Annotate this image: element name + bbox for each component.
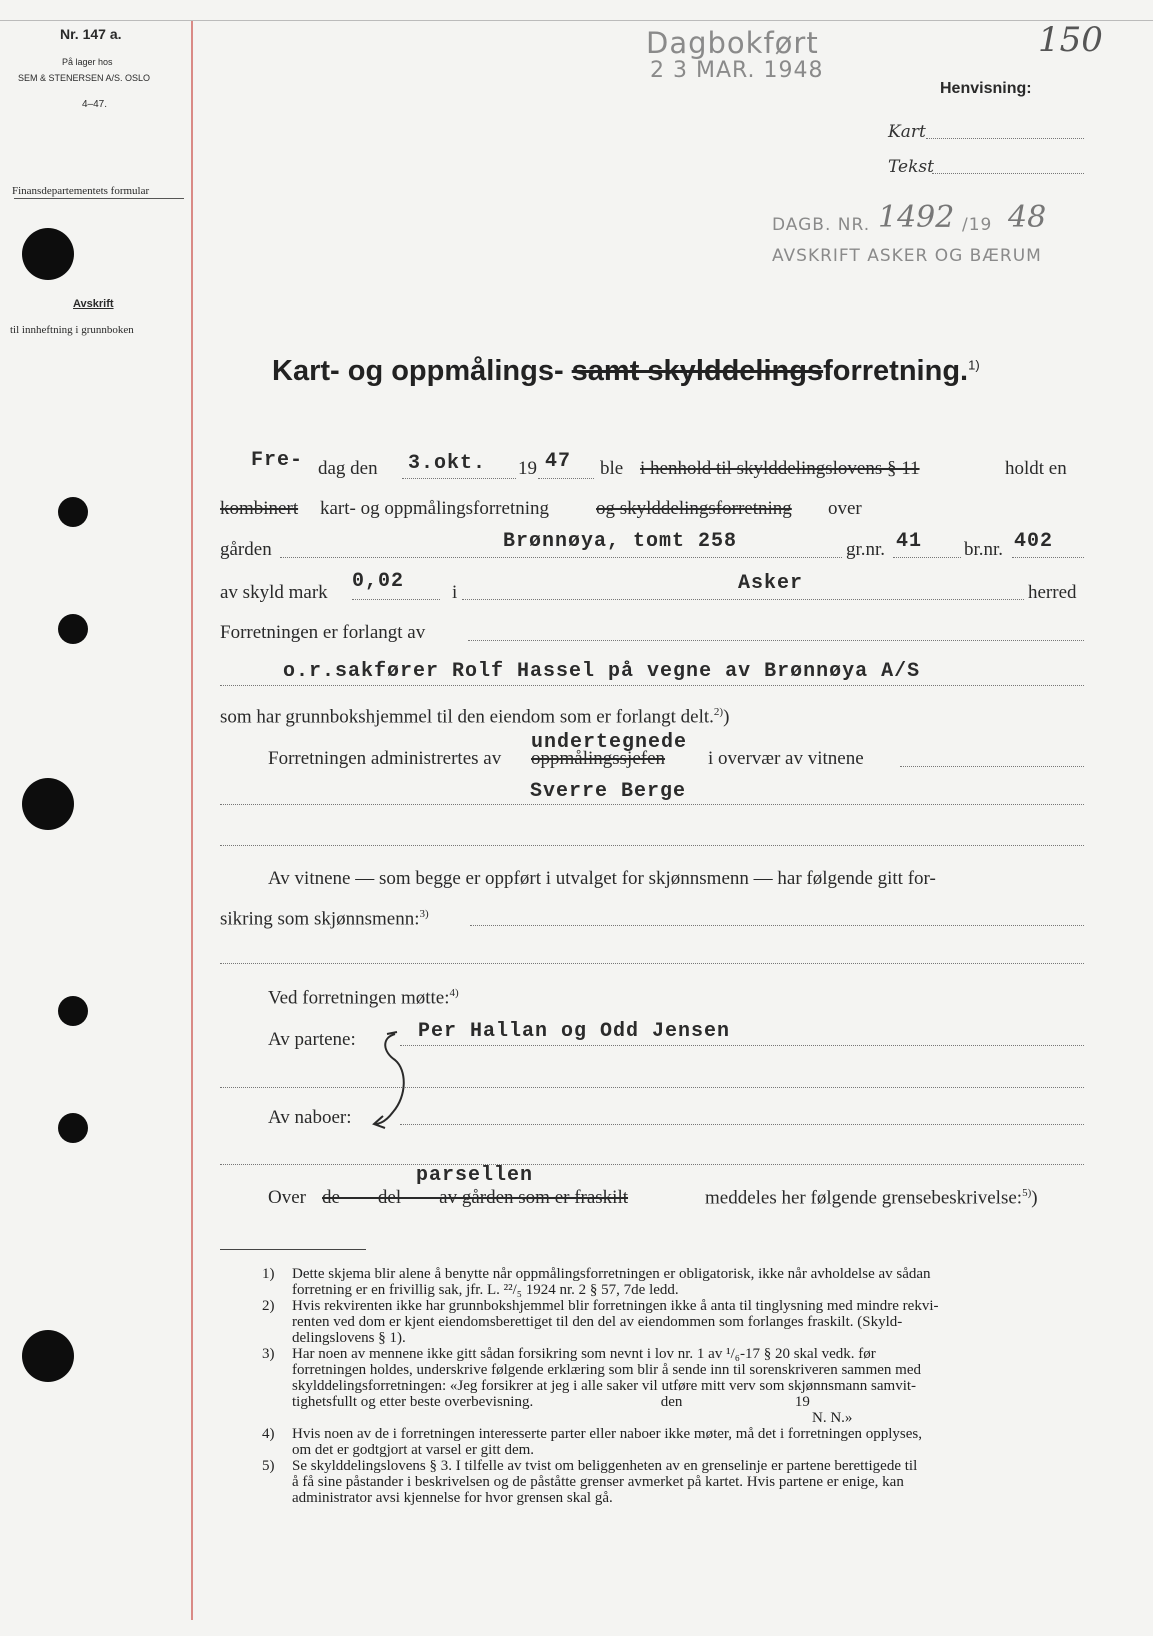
mark-value: 0,02 bbox=[352, 570, 405, 593]
binder-hole bbox=[22, 1330, 74, 1382]
skjonnsmenn-text: Av vitnene — som begge er oppført i utvalget for skjønnsmenn — har følgende gitt for- bbox=[268, 868, 936, 889]
dagb-year-prefix: /19 bbox=[962, 215, 993, 235]
partene-label: Av partene: bbox=[268, 1029, 356, 1050]
ble-label: ble bbox=[600, 458, 624, 479]
naboer-label: Av naboer: bbox=[268, 1107, 352, 1128]
title-footnote-ref: 1) bbox=[968, 357, 980, 373]
kart-oppmaling-text: kart- og oppmålingsforretning bbox=[320, 498, 550, 519]
form-number: Nr. 147 a. bbox=[60, 26, 122, 42]
herred-label: herred bbox=[1028, 582, 1077, 603]
footnote-line: renten ved dom er kjent eiendomsberettiget til den del av eiendommen som forlanges fraskilt. (Skyld- bbox=[292, 1314, 903, 1330]
binder-hole bbox=[58, 996, 88, 1026]
grensebeskrivelse-text: meddeles her følgende grensebeskrivelse:$^{5)}$) bbox=[705, 1187, 1038, 1209]
garden-field bbox=[280, 557, 842, 558]
kart-field bbox=[926, 138, 1084, 139]
witness-value: Sverre Berge bbox=[530, 780, 687, 803]
administrator-insert: undertegnede bbox=[531, 731, 688, 754]
footnote-rule bbox=[220, 1249, 366, 1250]
footnote-line: Hvis rekvirenten ikke har grunnbokshjemmel blir forretningen ikke å anta til tinglysning med mindre rekvi- bbox=[292, 1298, 939, 1314]
over-label: over bbox=[828, 498, 862, 519]
dagb-nr-prefix: DAGB. NR. bbox=[772, 215, 871, 235]
administrertes-label: Forretningen administrertes av bbox=[268, 748, 502, 769]
footnote-mark: 4) bbox=[262, 1426, 275, 1442]
vitner-field-2 bbox=[220, 804, 1084, 805]
partene-field bbox=[400, 1045, 1084, 1046]
forsikring-text-body: sikring som skjønnsmenn: bbox=[220, 908, 420, 930]
parsellen-insert: parsellen bbox=[416, 1164, 534, 1187]
fre-prefix: Fre- bbox=[251, 449, 304, 472]
form-owner-rule bbox=[14, 198, 184, 199]
henvisning-tekst-label: Tekst bbox=[888, 157, 934, 177]
vitner-field-1 bbox=[900, 766, 1084, 767]
requester-field bbox=[220, 685, 1084, 686]
date-value: 3.okt. bbox=[408, 452, 487, 475]
margin-top-rule bbox=[0, 20, 1153, 21]
binder-hole bbox=[58, 497, 88, 527]
grnr-field bbox=[893, 557, 961, 558]
avskrift-stamp: AVSKRIFT ASKER OG BÆRUM bbox=[772, 246, 1042, 266]
footnote-mark bbox=[262, 1410, 292, 1426]
footnote-mark: 2) bbox=[262, 1298, 275, 1314]
footnotes bbox=[262, 1266, 1082, 1506]
corner-number: 150 bbox=[1038, 20, 1103, 60]
footnote-line: forretning er en frivillig sak, jfr. L. ²²/₅ 1924 nr. 2 § 57, 7de ledd. bbox=[292, 1282, 679, 1298]
avskrift-label: Avskrift bbox=[73, 298, 114, 310]
binder-hole bbox=[22, 228, 74, 280]
grnr-value: 41 bbox=[896, 530, 923, 553]
forlangt-av-label: Forretningen er forlangt av bbox=[220, 622, 426, 643]
partene-value: Per Hallan og Odd Jensen bbox=[418, 1020, 731, 1043]
forsikring-text bbox=[220, 908, 429, 930]
footnote-ref-4: 4) bbox=[449, 987, 459, 999]
footnote-line: Dette skjema blir alene å benytte når oppmålingsforretningen er obligatorisk, ikke når avholdelse av sådan bbox=[292, 1266, 931, 1282]
overvaer-text: i overvær av vitnene bbox=[708, 748, 864, 769]
footnote-line: tighetsfullt og etter beste overbevisning. den 19 bbox=[292, 1394, 810, 1410]
brnr-value: 402 bbox=[1014, 530, 1054, 553]
herred-field bbox=[462, 599, 1024, 600]
holdt-en-label: holdt en bbox=[1005, 458, 1067, 479]
date-field bbox=[402, 478, 516, 479]
arrow-mark-icon bbox=[365, 1020, 415, 1132]
footnote-line: Se skylddelingslovens § 3. I tilfelle av tvist om beliggenheten av en grenselinje er partene berettigede til bbox=[292, 1458, 918, 1474]
footnote-line: skylddelingsforretningen: «Jeg forsikrer at jeg i alle saker vil utføre mitt verv som skjønnsmann samvit- bbox=[292, 1378, 917, 1394]
brnr-label: br.nr. bbox=[964, 539, 1004, 560]
motte-text bbox=[268, 987, 459, 1009]
forsikring-field-2 bbox=[220, 963, 1084, 964]
footnote-line: om det er godtgjort at varsel er gitt dem. bbox=[292, 1442, 535, 1458]
footnote bbox=[262, 1458, 1082, 1506]
avskrift-note: til innheftning i grunnboken bbox=[10, 324, 134, 336]
year-value: 47 bbox=[545, 450, 572, 473]
footnote-ref-3: 3) bbox=[419, 908, 429, 920]
form-owner: Finansdepartementets formular bbox=[12, 185, 150, 197]
requester-value: o.r.sakfører Rolf Hassel på vegne av Brønnøya A/S bbox=[283, 660, 921, 683]
footnote-line: N. N.» bbox=[812, 1410, 853, 1426]
motte-text-body: Ved forretningen møtte: bbox=[268, 987, 450, 1009]
naboer-field bbox=[400, 1124, 1084, 1125]
footnote-line: å få sine påstander i beskrivelsen og de påståtte grenser avmerket på kartet. Hvis partene er enige, kan bbox=[292, 1474, 904, 1490]
binder-hole bbox=[58, 614, 88, 644]
footnote-line: administrator avsi kjennelse for hvor grensen skal gå. bbox=[292, 1490, 613, 1506]
grensebeskrivelse-body: meddeles her følgende grensebeskrivelse: bbox=[705, 1187, 1023, 1209]
title-part-1: Kart- og oppmålings- bbox=[272, 355, 564, 387]
dagb-nr-value: 1492 bbox=[878, 200, 955, 235]
footnote-mark: 5) bbox=[262, 1458, 275, 1474]
grunnbok-text-body: som har grunnbokshjemmel til den eiendom som er forlangt delt. bbox=[220, 706, 714, 728]
footnote bbox=[262, 1266, 1082, 1298]
binder-hole bbox=[22, 778, 74, 830]
garden-label: gården bbox=[220, 539, 272, 560]
edition: 4–47. bbox=[82, 99, 108, 110]
footnote-line: Har noen av mennene ikke gitt sådan forsikring som nevnt i lov nr. 1 av ¹/₆-17 § 20 skal vedk. før bbox=[292, 1346, 876, 1362]
dag-den-label: dag den bbox=[318, 458, 378, 479]
year-field bbox=[538, 478, 594, 479]
footnote-ref-2: 2) bbox=[713, 706, 724, 718]
footnote-signature bbox=[262, 1410, 1082, 1426]
dagbokfort-date: 2 3 MAR. 1948 bbox=[650, 58, 824, 83]
dagb-year: 48 bbox=[1008, 200, 1047, 235]
struck-oppmalingssjefen: oppmålingssjefen bbox=[531, 748, 666, 769]
struck-kombinert: kombinert bbox=[220, 498, 299, 519]
publisher-line-1: På lager hos bbox=[62, 57, 113, 67]
struck-skylddeling: og skylddelingsforretning bbox=[596, 498, 792, 519]
i-label: i bbox=[452, 582, 458, 603]
footnote-ref-5: 5) bbox=[1022, 1187, 1032, 1199]
skyld-mark-label: av skyld mark bbox=[220, 582, 328, 603]
vitner-field-3 bbox=[220, 845, 1084, 846]
struck-henhold: i henhold til skylddelingslovens § 11 bbox=[640, 458, 920, 479]
mark-field bbox=[352, 599, 440, 600]
margin-rule-red bbox=[191, 20, 193, 1620]
herred-name: Asker bbox=[738, 572, 804, 595]
footnote bbox=[262, 1298, 1082, 1346]
footnote-line: forretningen holdes, underskrive følgende erklæring som blir å sende inn til sorenskriveren sammen med bbox=[292, 1362, 922, 1378]
footnote bbox=[262, 1426, 1082, 1458]
forsikring-field bbox=[470, 925, 1084, 926]
struck-del-av-garden: de del av gården som er fraskilt bbox=[322, 1187, 629, 1208]
naboer-field-2 bbox=[220, 1164, 1084, 1165]
partene-field-2 bbox=[220, 1087, 1084, 1088]
footnote-line: Hvis noen av de i forretningen interesserte parter eller naboer ikke møter, må det i forretningen opplyses, bbox=[292, 1426, 923, 1442]
footnote-line: delingslovens § 1). bbox=[292, 1330, 406, 1346]
footnote bbox=[262, 1346, 1082, 1410]
over-label-2: Over bbox=[268, 1187, 306, 1208]
brnr-field bbox=[1012, 557, 1084, 558]
footnote-mark: 3) bbox=[262, 1346, 275, 1362]
tekst-field bbox=[932, 173, 1084, 174]
century-label: 19 bbox=[518, 458, 537, 479]
title-struck: samt skylddelings bbox=[571, 355, 824, 387]
title-part-2: forretning. bbox=[823, 355, 969, 387]
forlangt-av-field bbox=[468, 640, 1084, 641]
publisher-line-2: SEM & STENERSEN A/S. OSLO bbox=[18, 73, 151, 83]
page-title bbox=[272, 355, 980, 388]
dagbokfort-stamp: Dagbokført bbox=[646, 26, 819, 60]
grnr-label: gr.nr. bbox=[846, 539, 886, 560]
garden-value: Brønnøya, tomt 258 bbox=[503, 530, 738, 553]
henvisning-kart-label: Kart bbox=[888, 122, 926, 142]
henvisning-title: Henvisning: bbox=[940, 80, 1032, 97]
binder-hole bbox=[58, 1113, 88, 1143]
footnote-mark: 1) bbox=[262, 1266, 275, 1282]
grunnbok-text: som har grunnbokshjemmel til den eiendom som er forlangt delt.$^{2)}$) bbox=[220, 706, 730, 728]
